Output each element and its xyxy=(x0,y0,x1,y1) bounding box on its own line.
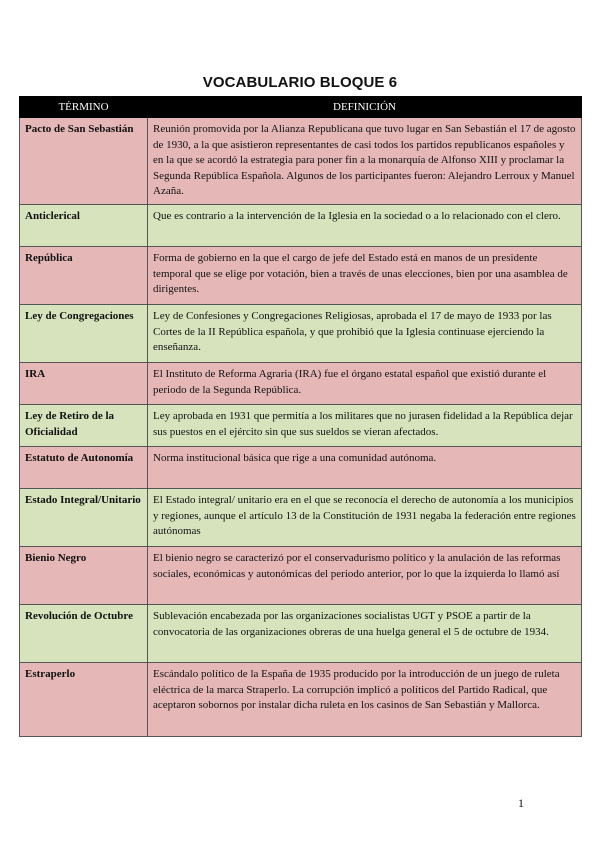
vocabulary-table xyxy=(19,96,582,737)
definition-cell: El bienio negro se caracterizó por el conservadurismo político y la anulación de las reformas sociales, económicas y autonómicas del periodo anterior, por lo que la izquierda lo llamó así xyxy=(148,547,582,605)
term-cell: Ley de Retiro de la Oficialidad xyxy=(20,405,148,447)
term-cell: Estatuto de Autonomía xyxy=(20,447,148,489)
header-definition: DEFINICIÓN xyxy=(148,97,582,118)
definition-cell: Que es contrario a la intervención de la Iglesia en la sociedad o a lo relacionado con el clero. xyxy=(148,205,582,247)
definition-cell: El Instituto de Reforma Agraria (IRA) fue el órgano estatal español que existió durante el periodo de la Segunda República. xyxy=(148,363,582,405)
table-row xyxy=(20,605,582,663)
term-cell: Revolución de Octubre xyxy=(20,605,148,663)
table-row xyxy=(20,363,582,405)
definition-cell: Escándalo político de la España de 1935 producido por la introducción de un juego de ruleta eléctrica de la marca Straperlo. La corrupción implicó a políticos del Partido Radical, que aceptaron sobornos por instalar dicha ruleta en los casinos de San Sebastián y Mallorca. xyxy=(148,663,582,737)
term-cell: República xyxy=(20,247,148,305)
table-row xyxy=(20,118,582,205)
definition-cell: Reunión promovida por la Alianza Republicana que tuvo lugar en San Sebastián el 17 de agosto de 1930, a la que asistieron representantes de casi todos los partidos republicanos españoles y en la que se acordó la estrategia para poner fin a la monarquía de Alfonso XIII y proclamar la Segunda República Española. Algunos de los participantes fueron: Alejandro Lerroux y Manuel Azaña. xyxy=(148,118,582,205)
definition-cell: Sublevación encabezada por las organizaciones socialistas UGT y PSOE a partir de la convocatoria de las organizaciones obreras de una huelga general el 5 de octubre de 1934. xyxy=(148,605,582,663)
table-row xyxy=(20,305,582,363)
table-row xyxy=(20,447,582,489)
term-cell: Anticlerical xyxy=(20,205,148,247)
definition-cell: Ley de Confesiones y Congregaciones Religiosas, aprobada el 17 de mayo de 1933 por las Cortes de la II República española, y que prohibió que la Iglesia continuase ejerciendo la enseñanza. xyxy=(148,305,582,363)
term-cell: Bienio Negro xyxy=(20,547,148,605)
header-term: TÉRMINO xyxy=(20,97,148,118)
term-cell: IRA xyxy=(20,363,148,405)
definition-cell: Norma institucional básica que rige a una comunidad autónoma. xyxy=(148,447,582,489)
definition-cell: El Estado integral/ unitario era en el que se reconocía el derecho de autonomía a los municipios y regiones, aunque el artículo 13 de la Constitución de 1931 negaba la federación entre regiones autónomas xyxy=(148,489,582,547)
definition-cell: Ley aprobada en 1931 que permitía a los militares que no jurasen fidelidad a la República dejar sus puestos en el ejército sin que sus sueldos se vieran afectados. xyxy=(148,405,582,447)
term-cell: Ley de Congregaciones xyxy=(20,305,148,363)
table-row xyxy=(20,547,582,605)
table-row xyxy=(20,489,582,547)
table-row xyxy=(20,247,582,305)
definition-cell: Forma de gobierno en la que el cargo de jefe del Estado está en manos de un presidente temporal que se elige por votación, bien a través de unas elecciones, bien por una asamblea de dirigentes. xyxy=(148,247,582,305)
table-header-row xyxy=(20,97,582,118)
term-cell: Estado Integral/Unitario xyxy=(20,489,148,547)
page-number: 1 xyxy=(518,796,524,810)
page-title: VOCABULARIO BLOQUE 6 xyxy=(202,74,398,91)
term-cell: Pacto de San Sebastián xyxy=(20,118,148,205)
table-row xyxy=(20,405,582,447)
term-cell: Estraperlo xyxy=(20,663,148,737)
table-row xyxy=(20,205,582,247)
table-row xyxy=(20,663,582,737)
